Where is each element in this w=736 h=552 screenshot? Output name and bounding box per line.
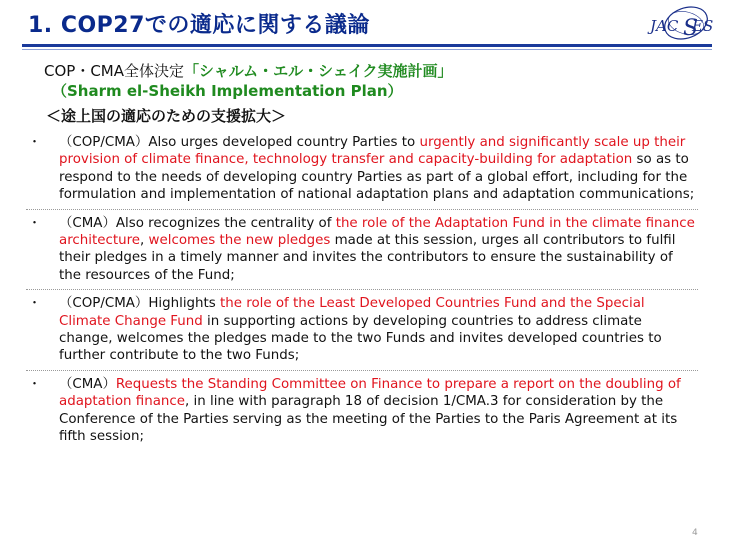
body-text: made at this session, urges all contributors to fulfil their pledges in a timely manner and invites the contributors to ensure the sustainability of the resources of the Fund; (59, 233, 676, 283)
body-text: （CMA）Also recognizes the centrality of (59, 215, 336, 231)
bullet-symbol: ・ (28, 376, 42, 392)
highlighted-text: welcomes the new pledges (148, 233, 331, 249)
highlighted-text: urgently and significantly scale up their provision of climate finance, technology transfer and capacity-building for adaptation (59, 135, 686, 168)
svg-text:S: S (683, 16, 699, 41)
bullet-symbol: ・ (28, 215, 42, 231)
bullet-item (26, 295, 698, 371)
title-underline (22, 44, 712, 47)
bullet-list (26, 134, 698, 456)
highlighted-text: the role of the Least Developed Countries Fund and the Special Climate Change Fund (59, 296, 645, 329)
plan-name-japanese: 「シャルム・エル・シェイク実施計画」 (184, 62, 453, 80)
plan-name-english: （Sharm el-Sheikh Implementation Plan） (52, 82, 403, 100)
decision-prefix: COP・CMA全体決定 (44, 62, 185, 80)
highlighted-text: Requests the Standing Committee on Finance to prepare a report on the doubling of adaptation finance (59, 376, 681, 410)
highlighted-text: the role of the Adaptation Fund in the climate finance architecture (59, 215, 695, 249)
jacses-logo (646, 4, 724, 42)
body-text: （COP/CMA）Also urges developed country Parties to (59, 135, 420, 150)
decision-heading (44, 60, 453, 81)
bullet-item (26, 376, 698, 451)
body-text: （CMA） (59, 376, 116, 392)
bullet-item (26, 215, 698, 291)
body-text: （COP/CMA）Highlights (59, 296, 221, 312)
bullet-item (26, 134, 698, 210)
slide-title: 1. COP27での適応に関する議論 (28, 13, 370, 38)
body-text: , in line with paragraph 18 of decision 1/CMA.3 for consideration by the Conference of the Parties serving as the meeting of the Parties to the Paris Agreement at its fifth session; (59, 394, 678, 445)
section-subheading: ＜途上国の適応のための支援拡大＞ (46, 107, 287, 125)
body-text: , (140, 233, 149, 249)
svg-text:JAC: JAC (650, 17, 679, 35)
page-number: 4 (692, 528, 698, 538)
body-text: in supporting actions by developing countries to address climate change, welcomes the pledges made to the two Funds and invites developed countries to further contribute to the two Funds; (59, 313, 662, 364)
title-underline-thin (22, 49, 712, 50)
svg-text:ES: ES (692, 17, 714, 35)
body-text: so as to respond to the needs of developing country Parties as part of a global effort, including for the formulation and implementation of national adaptation plans and adaptation communications; (59, 152, 695, 203)
bullet-symbol: ・ (28, 296, 42, 312)
bullet-symbol: ・ (28, 135, 42, 150)
